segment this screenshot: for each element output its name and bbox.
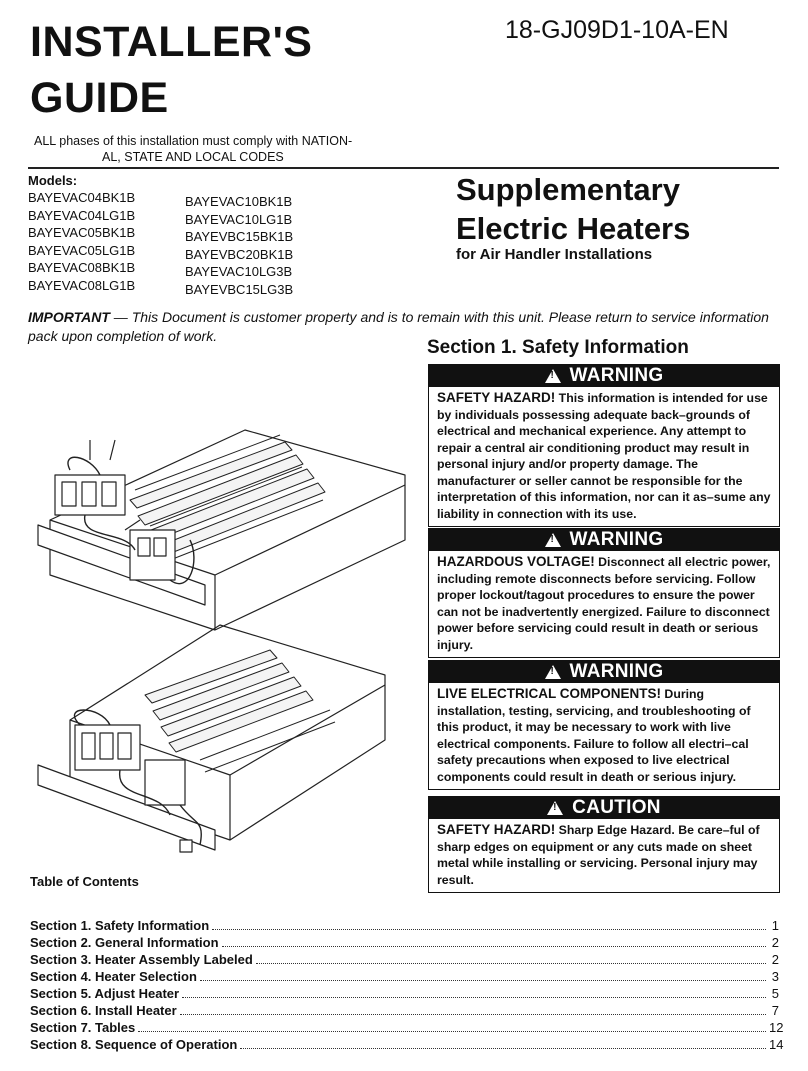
models-column-2 (185, 193, 293, 298)
compliance-line-1: ALL phases of this installation must comply with NATION- (34, 134, 353, 148)
toc-leader (138, 1031, 766, 1032)
warning-header (429, 529, 779, 551)
warning-body: This information is intended for use by individuals possessing adequate back–grounds of electrical and mechanical experience. Any attempt to repair a central air conditioning product may result in personal injury and/or property damage. The manufacturer or seller cannot be responsible for the interpretation of this information, nor can it as–sume any liability in connection with its use. (437, 391, 771, 521)
toc-entry-page: 2 (771, 935, 779, 950)
product-title (456, 170, 690, 248)
heater-assembly-lower-icon (38, 625, 385, 852)
warning-box (428, 528, 780, 658)
toc-entry-page: 5 (771, 986, 779, 1001)
product-subtitle: for Air Handler Installations (456, 246, 653, 263)
model-number: BAYEVAC08BK1B (28, 260, 136, 275)
warning-header (429, 661, 779, 683)
model-number: BAYEVBC20BK1B (185, 246, 294, 262)
caution-box (428, 796, 780, 893)
model-number: BAYEVAC10LG3B (185, 264, 293, 279)
toc-entry-title: Section 8. Sequence of Operation (30, 1037, 238, 1052)
model-number: BAYEVAC04BK1B (28, 190, 136, 205)
model-number: BAYEVAC05LG1B (28, 242, 136, 258)
toc-entry-page: 3 (771, 969, 779, 984)
warning-header-label: WARNING (569, 661, 664, 682)
warning-header-label: WARNING (569, 529, 664, 550)
heater-assembly-upper-icon (38, 430, 405, 630)
warning-text (429, 683, 779, 789)
models-label: Models: (28, 173, 78, 188)
warning-lead: LIVE ELECTRICAL COMPONENTS! (437, 686, 662, 701)
document-number: 18-GJ09D1-10A-EN (505, 16, 729, 44)
section-heading: Section 1. Safety Information (427, 337, 689, 358)
warning-header (429, 365, 779, 387)
title-line-1: INSTALLER'S (30, 18, 313, 66)
toc-entry-page: 7 (771, 1003, 779, 1018)
compliance-line-2: AL, STATE AND LOCAL CODES (102, 150, 284, 164)
caution-text (429, 819, 779, 892)
toc-entry-page: 2 (771, 952, 779, 967)
model-number: BAYEVAC05BK1B (28, 225, 136, 240)
warning-text (429, 387, 779, 526)
toc-leader (212, 929, 766, 930)
model-number: BAYEVBC15BK1B (185, 229, 294, 244)
warning-lead: HAZARDOUS VOLTAGE! (437, 554, 595, 569)
caution-lead: SAFETY HAZARD! (437, 822, 556, 837)
model-number: BAYEVAC04LG1B (28, 207, 136, 223)
toc-entry-title: Section 1. Safety Information (30, 918, 210, 933)
toc-entry[interactable] (30, 934, 779, 951)
toc-entry-title: Section 4. Heater Selection (30, 969, 197, 984)
toc-entry-title: Section 2. General Information (30, 935, 219, 950)
toc-entry-title: Section 6. Install Heater (30, 1003, 177, 1018)
model-number: BAYEVAC10BK1B (185, 194, 293, 209)
toc-entry-title: Section 5. Adjust Heater (30, 986, 180, 1001)
warning-box (428, 364, 780, 527)
warning-body: Disconnect all electric power, including remote disconnects before servicing. Follow proper lockout/tagout procedures to ensure the power can not be inadvertently energized. Failure to disconnect power before servicing could result in death or serious injury. (437, 555, 771, 652)
page-title (30, 14, 312, 126)
important-text: — This Document is customer property and is to remain with this unit. Please return to service information pack upon completion of work. (28, 309, 769, 344)
model-number: BAYEVBC15LG3B (185, 281, 294, 297)
toc-entry-page: 1 (771, 918, 779, 933)
caution-header-label: CAUTION (572, 797, 661, 818)
compliance-note (34, 133, 374, 165)
warning-box (428, 660, 780, 790)
toc-entry-title: Section 7. Tables (30, 1020, 136, 1035)
toc-leader (222, 946, 766, 947)
warning-header-label: WARNING (569, 365, 664, 386)
toc-entry[interactable] (30, 1036, 784, 1053)
toc-leader (180, 1014, 766, 1015)
warning-body: During installation, testing, servicing, and troubleshooting of this product, it may be necessary to work with live electrical components. Failure to follow all electri–cal safety precautions when exposed to live electrical components could result in death or serious injury. (437, 687, 751, 784)
toc-leader (240, 1048, 766, 1049)
toc-entry[interactable] (30, 985, 779, 1002)
warning-triangle-icon (545, 665, 561, 679)
warning-lead: SAFETY HAZARD! (437, 390, 556, 405)
toc-entry[interactable] (30, 1002, 779, 1019)
warning-text (429, 551, 779, 657)
toc-entry-page: 14 (769, 1037, 784, 1052)
title-line-2: GUIDE (30, 74, 169, 122)
caution-triangle-icon (547, 801, 563, 815)
toc-entry-title: Section 3. Heater Assembly Labeled (30, 952, 253, 967)
product-title-line-2: Electric Heaters (456, 211, 691, 246)
models-column-1 (28, 189, 135, 294)
caution-header (429, 797, 779, 819)
toc-entry-page: 12 (769, 1020, 784, 1035)
toc-leader (182, 997, 766, 998)
caution-body: Sharp Edge Hazard. Be care–ful of sharp edges on equipment or any cuts made on sheet metal while installing or servicing. Personal injury may result. (437, 823, 760, 887)
toc-label: Table of Contents (30, 874, 139, 889)
toc-entry[interactable] (30, 951, 779, 968)
warning-triangle-icon (545, 369, 561, 383)
toc-entry[interactable] (30, 917, 779, 934)
toc-entry[interactable] (30, 968, 779, 985)
product-title-line-1: Supplementary (456, 172, 680, 207)
toc-leader (256, 963, 766, 964)
heater-illustration (30, 380, 415, 860)
warning-triangle-icon (545, 533, 561, 547)
important-label: IMPORTANT (28, 309, 110, 325)
toc-entry[interactable] (30, 1019, 784, 1036)
header-divider (28, 167, 779, 169)
table-of-contents (30, 917, 784, 1053)
model-number: BAYEVAC10LG1B (185, 211, 293, 227)
model-number: BAYEVAC08LG1B (28, 277, 136, 293)
toc-leader (200, 980, 766, 981)
